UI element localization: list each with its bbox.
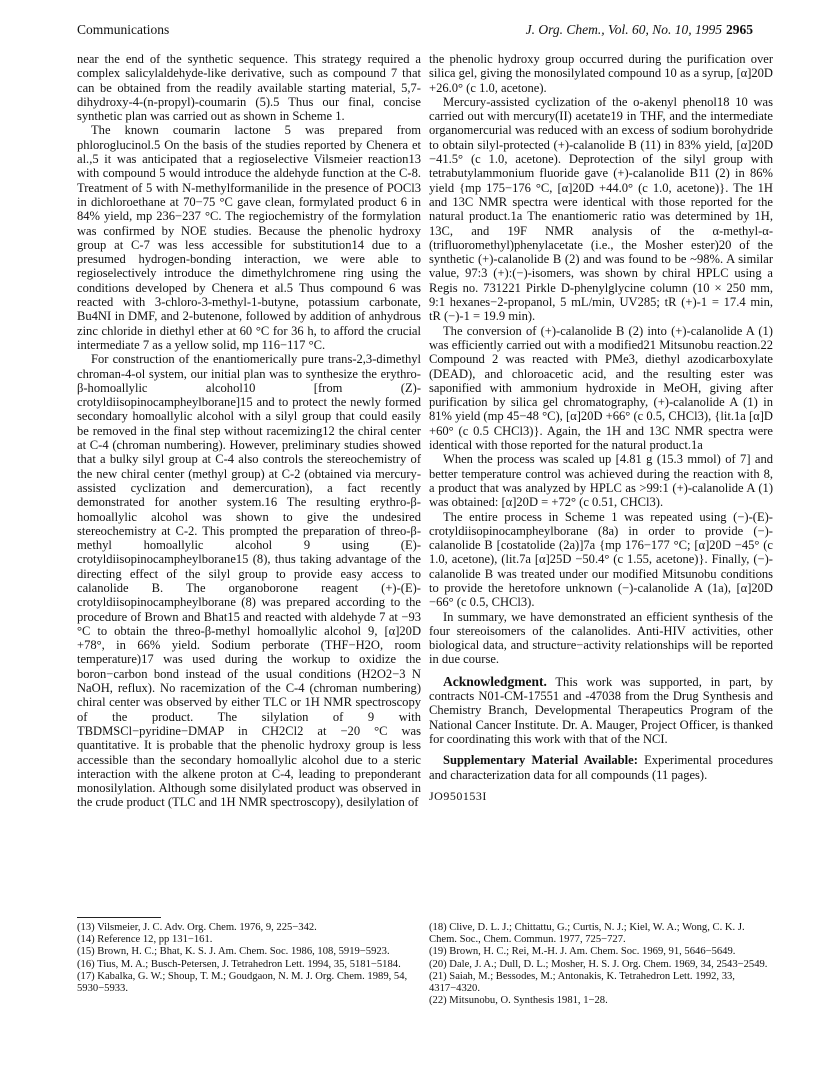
body-paragraph: The known coumarin lactone 5 was prepared from phloroglucinol.5 On the basis of the studies reported by Chenera et al.,5 it was anticipated that a regioselective Vilsmeier reaction13 with compound 5 would introduce the aldehyde function at the C-8. Treatment of 5 with N-methylformanilide in the presence of POCl3 in dichloroethane at 70−75 °C gave clean, formylated product 6 in 84% yield, mp 236−237 °C. The regiochemistry of the formylation was confirmed by NOE studies. Because the phenolic hydroxy group at C-7 was less accessible for substitution14 due to a presumed hydrogen-bonding interaction, we were able to regioselectively introduce the dimethylchromene ring using the conditions developed by Chenera et al.5 Thus compound 6 was reacted with 3-chloro-3-methyl-1-butyne, potassium carbonate, Bu4NI in DMF, and 2-butenone, followed by addition of anhydrous zinc chloride in diethyl ether at 60 °C for 36 h, to afford the crucial intermediate 7 as a yellow solid, mp 116−117 °C.	[77, 123, 421, 352]
footnote: (14) Reference 12, pp 131−161.	[77, 934, 213, 946]
body-paragraph: near the end of the synthetic sequence. This strategy required a complex salicylaldehyde-like derivative, such as compound 7 that can be obtained from the readily available starting material, 5,7-dihydroxy-4-(n-propyl)-coumarin (5).5 Thus our final, concise synthetic plan was carried out as shown in Scheme 1.	[77, 52, 421, 124]
footnote: (20) Dale, J. A.; Dull, D. L.; Mosher, H. S. J. Org. Chem. 1969, 34, 2543−2549.	[429, 958, 768, 970]
footnote: (13) Vilsmeier, J. C. Adv. Org. Chem. 1976, 9, 225−342.	[77, 922, 317, 933]
body-paragraph: The conversion of (+)-calanolide B (2) into (+)-calanolide A (1) was efficiently carried out with a modified21 Mitsunobu reaction.22 Compound 2 was reacted with PMe3, diethyl azodicarboxylate (DEAD), and chloroacetic acid, and the resulting ester was saponified with ammonium hydroxide in MeOH, giving after purification by silica gel chromatography, (+)-calanolide A (1) in 81% yield (mp 45−48 °C), [α]20D +66° (c 0.5, CHCl3), {lit.1a [α]D +60° (c 0.5 CHCl3)}. Again, the 1H and 13C NMR spectra were identical with those reported for the natural product.1a	[429, 323, 773, 453]
left-column	[77, 52, 421, 810]
footnote: (21) Saiah, M.; Bessodes, M.; Antonakis, K. Tetrahedron Lett. 1992, 33, 4317−4320.	[429, 970, 735, 995]
supplementary-heading: Supplementary Material Available:	[443, 753, 638, 768]
body-paragraph: When the process was scaled up [4.81 g (15.3 mmol) of 7] and better temperature control was achieved during the reaction with 8, a product that was analyzed by HPLC as >99:1 (+)-calanolide A (1) was obtained: [α]20D = +72° (c 0.51, CHCl3).	[429, 452, 773, 510]
right-column	[429, 52, 773, 803]
running-header-section: Communications	[77, 22, 170, 37]
footnote-rule	[77, 917, 161, 918]
body-paragraph: Mercury-assisted cyclization of the o-akenyl phenol18 10 was carried out with mercury(II) acetate19 in THF, and the intermediate organomercurial was reduced with an excess of sodium borohydride to obtain silyl-protected (+)-calanolide B (11) in 83% yield, [α]20D −41.5° (c 1.0, acetone). Deprotection of the silyl group with tetrabutylammonium fluoride gave (+)-calanolide B11 (2) in 86% yield {mp 175−176 °C, [α]20D +44.0° (c 1.0, acetone)}. The 1H and 13C NMR spectra were identical with those reported for the natural product.1a The enantiomeric ratio was determined by 1H, 13C, and 19F NMR analysis of the α-methyl-α-(trifluoromethyl)phenylacetate (i.e., the Mosher ester)20 of the synthetic (+)-calanolide B (2) and was found to be ~98%. A similar value, 97:3 (+):(−)-isomers, was shown by chiral HPLC using a Regis no. 731221 Pirkle D-phenylglycine column (10 × 250 mm, 9:1 hexanes−2-propanol, 5 mL/min, UV285; tR (+)-1 = 17.4 min, tR (−)-1 = 19.9 min).	[429, 94, 773, 324]
body-paragraph: In summary, we have demonstrated an efficient synthesis of the four stereoisomers of the calanolides. Anti-HIV activities, other biological data, and structure−activity relationships will be reported in due course.	[429, 609, 773, 667]
acknowledgment-text: This work was supported, in part, by contracts N01-CM-17551 and -47038 from the Drug Synthesis and Chemistry Branch, Developmental Therapeutics Program of the National Cancer Institute. Dr. A. Mauger, Project Officer, is thanked for coordinating this work with that of the NCI.	[429, 674, 773, 746]
document-id: JO950153I	[429, 788, 487, 803]
body-paragraph: The entire process in Scheme 1 was repeated using (−)-(E)-crotyldiisopinocampheylborane (8a) in order to provide (−)-calanolide B [costatolide (2a)]7a {mp 176−177 °C; [α]20D −45° (c 1.0, acetone), (lit.7a [α]25D −50.4° (c 1.55, acetone)}. Finally, (−)-calanolide B was treated under our modified Mitsunobu conditions to provide the heretofore unknown (−)-calanolide A (1a), [α]20D −66° (c 0.5, CHCl3).	[429, 509, 773, 610]
acknowledgment-heading: Acknowledgment.	[443, 673, 547, 689]
body-paragraph: the phenolic hydroxy group occurred during the purification over silica gel, giving the monosilylated compound 10 as a syrup, [α]20D +26.0° (c 1.0, acetone).	[429, 52, 773, 95]
acknowledgment	[429, 675, 773, 746]
footnote: (18) Clive, D. L. J.; Chittattu, G.; Curtis, N. J.; Kiel, W. A.; Wong, C. K. J. Chem. Soc., Chem. Commun. 1977, 725−727.	[429, 922, 745, 946]
page-number: 2965	[726, 22, 753, 37]
body-paragraph: For construction of the enantiomerically pure trans-2,3-dimethyl chroman-4-ol system, our initial plan was to synthesize the erythro-β-homoallylic alcohol10 [from (Z)-crotyldiisopinocampheylborane]15 and to protect the newly formed secondary homoallylic alcohol with a silyl group that could easily be removed in the final step without racemizing12 the chiral center at C-4 (chroman numbering). However, preliminary studies showed that a bulky silyl group at C-4 also controls the stereochemistry of the new chiral center (methyl group) at C-2 (obtained via mercury-assisted cyclization and demercuration), a fact recently demonstrated for another system.16 The resulting erythro-β-homoallylic alcohol was shown to give the undesired stereochemistry at C-2. This prompted the preparation of threo-β-methyl homoallylic alcohol 9 using (E)-crotyldiisopinocampheylborane15 (8), thus taking advantage of the directing effect of the silyl group to provide easy access to calanolide B. The organoborone reagent (+)-(E)-crotyldiisopinocampheylborane (8) was prepared according to the procedure of Brown and Bhat15 and reacted with aldehyde 7 at −93 °C to obtain the threo-β-methyl homoallylic alcohol 9, [α]20D +78°, in 66% yield. Sodium perborate (THF−H2O, room temperature)17 was used during the workup to oxidize the boron−carbon bond instead of the usual conditions (H2O2−3 N NaOH, reflux). No racemization of the C-4 (chroman numbering) chiral center was observed by either TLC or 1H NMR spectroscopy of the product. The silylation of 9 with TBDMSCl−pyridine−DMAP in CH2Cl2 at −20 °C was quantitative. It is probable that the phenolic hydroxy group is less accessible than the secondary homoallylic alcohol due to a steric interaction with the alkene proton at C-4, leading to preponderant monosilylation. Although some disilylated product was observed in the crude product (TLC and 1H NMR spectroscopy), desilylation of	[77, 352, 421, 810]
footnote: (22) Mitsunobu, O. Synthesis 1981, 1−28.	[429, 995, 608, 1007]
journal-citation: J. Org. Chem., Vol. 60, No. 10, 1995	[525, 22, 722, 37]
footnotes-right	[429, 917, 773, 1007]
running-header-journal	[526, 22, 753, 38]
footnotes-left	[77, 917, 421, 995]
footnote: (19) Brown, H. C.; Rei, M.-H. J. Am. Chem. Soc. 1969, 91, 5646−5649.	[429, 946, 736, 958]
supplementary-text: Experimental procedures and characterization data for all compounds (11 pages).	[429, 753, 773, 782]
supplementary-material	[429, 753, 773, 782]
footnote: (17) Kabalka, G. W.; Shoup, T. M.; Goudgaon, N. M. J. Org. Chem. 1989, 54, 5930−5933.	[77, 970, 408, 995]
footnote: (15) Brown, H. C.; Bhat, K. S. J. Am. Chem. Soc. 1986, 108, 5919−5923.	[77, 946, 390, 958]
footnote: (16) Tius, M. A.; Busch-Petersen, J. Tetrahedron Lett. 1994, 35, 5181−5184.	[77, 958, 401, 970]
